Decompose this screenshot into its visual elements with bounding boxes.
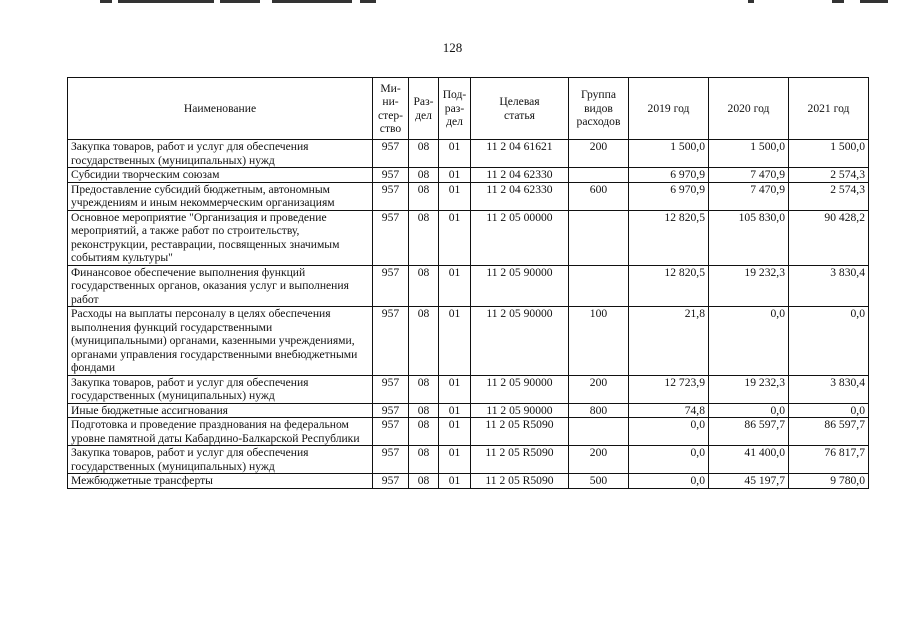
cell-target-article: 11 2 05 R5090 bbox=[471, 446, 569, 474]
cell-name: Закупка товаров, работ и услуг для обеспечения государственных (муниципальных) нужд bbox=[68, 140, 373, 168]
header-name: Наименование bbox=[68, 78, 373, 140]
cell-expense-group: 800 bbox=[569, 403, 629, 418]
cell-2020: 86 597,7 bbox=[709, 418, 789, 446]
cell-ministry: 957 bbox=[373, 375, 409, 403]
table-row bbox=[68, 140, 869, 168]
cell-target-article: 11 2 05 90000 bbox=[471, 403, 569, 418]
cell-name: Субсидии творческим союзам bbox=[68, 168, 373, 183]
cell-2021: 90 428,2 bbox=[789, 210, 869, 265]
cell-subsection: 01 bbox=[439, 210, 471, 265]
cell-subsection: 01 bbox=[439, 307, 471, 376]
header-target-article: Целевая статья bbox=[471, 78, 569, 140]
cell-ministry: 957 bbox=[373, 265, 409, 307]
cell-section: 08 bbox=[409, 168, 439, 183]
cell-2019: 6 970,9 bbox=[629, 182, 709, 210]
table-row bbox=[68, 182, 869, 210]
cell-section: 08 bbox=[409, 140, 439, 168]
cell-2019: 74,8 bbox=[629, 403, 709, 418]
cell-subsection: 01 bbox=[439, 403, 471, 418]
cell-name: Межбюджетные трансферты bbox=[68, 474, 373, 489]
cell-expense-group: 200 bbox=[569, 446, 629, 474]
cell-2021: 86 597,7 bbox=[789, 418, 869, 446]
cell-2021: 2 574,3 bbox=[789, 182, 869, 210]
cell-expense-group bbox=[569, 265, 629, 307]
cell-2020: 1 500,0 bbox=[709, 140, 789, 168]
cell-2020: 19 232,3 bbox=[709, 265, 789, 307]
header-2021: 2021 год bbox=[789, 78, 869, 140]
cell-name: Иные бюджетные ассигнования bbox=[68, 403, 373, 418]
cell-2020: 7 470,9 bbox=[709, 182, 789, 210]
table-row bbox=[68, 446, 869, 474]
cell-expense-group: 200 bbox=[569, 375, 629, 403]
table-row bbox=[68, 265, 869, 307]
cell-section: 08 bbox=[409, 265, 439, 307]
cell-name: Финансовое обеспечение выполнения функций государственных органов, оказания услуг и выполнения работ bbox=[68, 265, 373, 307]
cell-section: 08 bbox=[409, 403, 439, 418]
cell-2020: 7 470,9 bbox=[709, 168, 789, 183]
cell-section: 08 bbox=[409, 418, 439, 446]
cell-expense-group: 600 bbox=[569, 182, 629, 210]
cell-2021: 3 830,4 bbox=[789, 265, 869, 307]
cell-ministry: 957 bbox=[373, 446, 409, 474]
cell-name: Закупка товаров, работ и услуг для обеспечения государственных (муниципальных) нужд bbox=[68, 375, 373, 403]
cell-2019: 12 820,5 bbox=[629, 210, 709, 265]
cell-2019: 12 820,5 bbox=[629, 265, 709, 307]
cell-name: Основное мероприятие "Организация и проведение мероприятий, а также работ по строительству, реконструкции, реставрации, посвященных значимым событиям культуры" bbox=[68, 210, 373, 265]
cell-section: 08 bbox=[409, 182, 439, 210]
cell-2019: 0,0 bbox=[629, 446, 709, 474]
header-ministry: Ми- ни- стер- ство bbox=[373, 78, 409, 140]
cell-2020: 105 830,0 bbox=[709, 210, 789, 265]
cell-expense-group bbox=[569, 168, 629, 183]
cell-2019: 21,8 bbox=[629, 307, 709, 376]
cell-section: 08 bbox=[409, 210, 439, 265]
cell-subsection: 01 bbox=[439, 418, 471, 446]
cell-section: 08 bbox=[409, 446, 439, 474]
cell-target-article: 11 2 05 90000 bbox=[471, 375, 569, 403]
cell-2021: 3 830,4 bbox=[789, 375, 869, 403]
cell-2020: 41 400,0 bbox=[709, 446, 789, 474]
cell-subsection: 01 bbox=[439, 474, 471, 489]
cell-2021: 76 817,7 bbox=[789, 446, 869, 474]
header-2020: 2020 год bbox=[709, 78, 789, 140]
header-2019: 2019 год bbox=[629, 78, 709, 140]
cell-subsection: 01 bbox=[439, 375, 471, 403]
cell-section: 08 bbox=[409, 375, 439, 403]
cell-2019: 12 723,9 bbox=[629, 375, 709, 403]
table-row bbox=[68, 375, 869, 403]
cell-expense-group: 100 bbox=[569, 307, 629, 376]
cell-ministry: 957 bbox=[373, 168, 409, 183]
cell-ministry: 957 bbox=[373, 418, 409, 446]
cell-section: 08 bbox=[409, 307, 439, 376]
table-row bbox=[68, 168, 869, 183]
cell-ministry: 957 bbox=[373, 210, 409, 265]
cell-expense-group bbox=[569, 210, 629, 265]
cell-2020: 0,0 bbox=[709, 403, 789, 418]
scan-edge-artifact bbox=[0, 0, 905, 6]
cell-2019: 0,0 bbox=[629, 418, 709, 446]
cell-subsection: 01 bbox=[439, 265, 471, 307]
table-row bbox=[68, 307, 869, 376]
page-number: 128 bbox=[442, 40, 463, 55]
cell-2021: 0,0 bbox=[789, 307, 869, 376]
cell-subsection: 01 bbox=[439, 140, 471, 168]
cell-2020: 45 197,7 bbox=[709, 474, 789, 489]
header-section: Раз- дел bbox=[409, 78, 439, 140]
cell-2021: 1 500,0 bbox=[789, 140, 869, 168]
cell-name: Закупка товаров, работ и услуг для обеспечения государственных (муниципальных) нужд bbox=[68, 446, 373, 474]
cell-2019: 1 500,0 bbox=[629, 140, 709, 168]
cell-2019: 6 970,9 bbox=[629, 168, 709, 183]
cell-target-article: 11 2 04 62330 bbox=[471, 182, 569, 210]
table-row bbox=[68, 474, 869, 489]
header-expense-group: Группа видов расходов bbox=[569, 78, 629, 140]
cell-2019: 0,0 bbox=[629, 474, 709, 489]
cell-2021: 2 574,3 bbox=[789, 168, 869, 183]
cell-ministry: 957 bbox=[373, 140, 409, 168]
cell-target-article: 11 2 04 62330 bbox=[471, 168, 569, 183]
cell-expense-group: 200 bbox=[569, 140, 629, 168]
cell-2020: 0,0 bbox=[709, 307, 789, 376]
table-row bbox=[68, 418, 869, 446]
cell-target-article: 11 2 05 90000 bbox=[471, 265, 569, 307]
cell-target-article: 11 2 05 00000 bbox=[471, 210, 569, 265]
table-row bbox=[68, 403, 869, 418]
cell-ministry: 957 bbox=[373, 403, 409, 418]
cell-expense-group: 500 bbox=[569, 474, 629, 489]
cell-expense-group bbox=[569, 418, 629, 446]
header-subsection: Под- раз- дел bbox=[439, 78, 471, 140]
cell-2021: 9 780,0 bbox=[789, 474, 869, 489]
cell-section: 08 bbox=[409, 474, 439, 489]
cell-target-article: 11 2 05 R5090 bbox=[471, 418, 569, 446]
cell-2021: 0,0 bbox=[789, 403, 869, 418]
cell-target-article: 11 2 04 61621 bbox=[471, 140, 569, 168]
cell-2020: 19 232,3 bbox=[709, 375, 789, 403]
table-row bbox=[68, 210, 869, 265]
cell-target-article: 11 2 05 90000 bbox=[471, 307, 569, 376]
budget-table bbox=[67, 77, 869, 489]
cell-subsection: 01 bbox=[439, 446, 471, 474]
cell-subsection: 01 bbox=[439, 182, 471, 210]
cell-subsection: 01 bbox=[439, 168, 471, 183]
cell-ministry: 957 bbox=[373, 474, 409, 489]
table-header-row bbox=[68, 78, 869, 140]
cell-name: Расходы на выплаты персоналу в целях обеспечения выполнения функций государственными (муниципальными) органами, казенными учреждениями, органами управления государственными внебюджетными фондами bbox=[68, 307, 373, 376]
cell-name: Подготовка и проведение празднования на федеральном уровне памятной даты Кабардино-Балкарской Республики bbox=[68, 418, 373, 446]
cell-target-article: 11 2 05 R5090 bbox=[471, 474, 569, 489]
cell-ministry: 957 bbox=[373, 307, 409, 376]
cell-name: Предоставление субсидий бюджетным, автономным учреждениям и иным некоммерческим организациям bbox=[68, 182, 373, 210]
cell-ministry: 957 bbox=[373, 182, 409, 210]
